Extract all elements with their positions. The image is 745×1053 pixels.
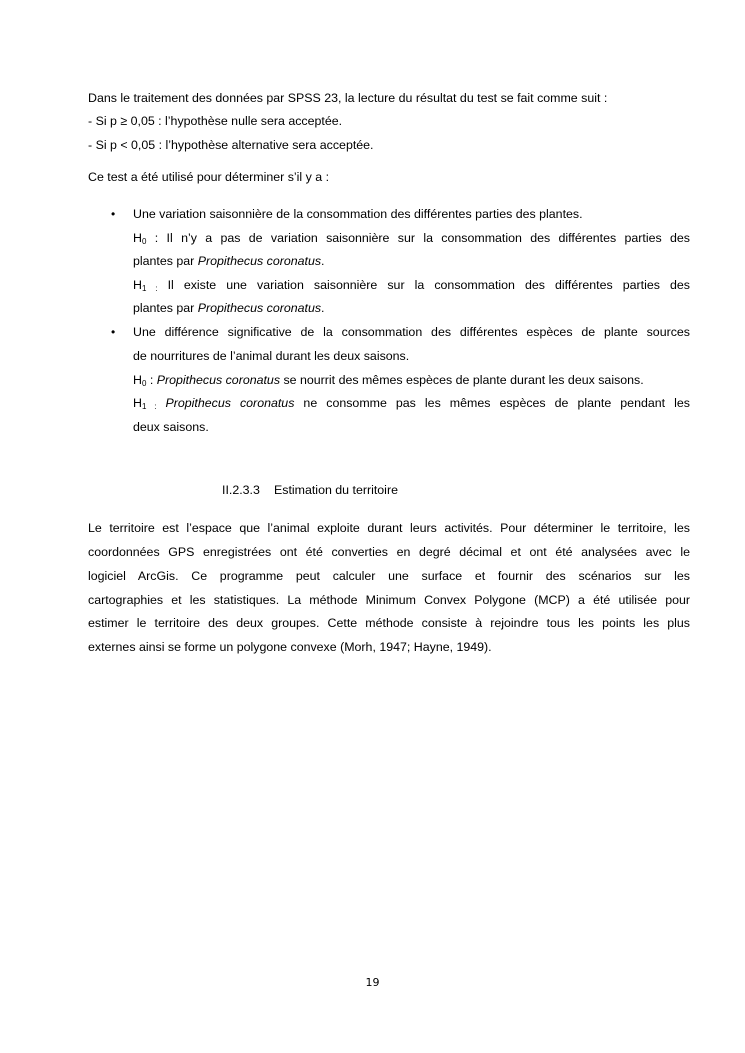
- h1-separator: [157, 278, 167, 292]
- section-title: Estimation du territoire: [274, 483, 398, 497]
- h0-subscript: 0: [141, 237, 147, 246]
- bullet-1-h0-line-2: [133, 253, 325, 269]
- section-number: II.2.3.3: [222, 483, 260, 497]
- h0-separator: :: [146, 373, 157, 387]
- species-name: Propithecus coronatus: [197, 254, 322, 268]
- h1-end: .: [321, 301, 325, 315]
- species-name: Propithecus coronatus: [165, 396, 295, 410]
- paragraph-line-2: coordonnées GPS enregistrées ont été converties en degré décimal et ont été analysées avec le: [88, 545, 690, 559]
- paragraph-line-1: Le territoire est l’espace que l’animal exploite durant leurs activités. Pour déterminer le territoire, les: [88, 521, 690, 535]
- bullet-2-title-line-2: de nourritures de l’animal durant les deux saisons.: [133, 349, 410, 363]
- h1-subscript: 1 :: [141, 284, 158, 293]
- paragraph-line-6: externes ainsi se forme un polygone convexe (Morh, 1947; Hayne, 1949).: [88, 640, 492, 654]
- intro-purpose: Ce test a été utilisé pour déterminer s’il y a :: [88, 170, 330, 184]
- h0-subscript: 0: [141, 379, 147, 388]
- paragraph-line-4: cartographies et les statistiques. La méthode Minimum Convex Polygone (MCP) a été utilisée pour: [88, 593, 690, 607]
- paragraph-line-3: logiciel ArcGis. Ce programme peut calculer une surface et fournir des scénarios sur les: [88, 569, 690, 583]
- h0-label: H: [133, 373, 142, 387]
- bullet-1-title: Une variation saisonnière de la consommation des différentes parties des plantes.: [133, 207, 583, 221]
- h0-text: Il n’y a pas de variation saisonnière sur la consommation des différentes parties des: [166, 231, 691, 245]
- h0-label: H: [133, 231, 142, 245]
- species-name: Propithecus coronatus: [197, 301, 322, 315]
- h1-separator: [156, 396, 165, 410]
- h1-subscript: 1 :: [141, 402, 157, 411]
- bullet-marker-2: •: [111, 325, 116, 339]
- h1-text-cont: plantes par: [133, 301, 198, 315]
- h0-separator: :: [146, 231, 167, 245]
- intro-line-1: Dans le traitement des données par SPSS 23, la lecture du résultat du test se fait comme suit :: [88, 91, 608, 105]
- bullet-2-h1-line-1: [133, 395, 690, 411]
- bullet-marker-1: •: [111, 207, 116, 221]
- bullet-1-h1-line-1: [133, 277, 690, 293]
- bullet-2-h0-line: [133, 372, 644, 388]
- section-heading: [222, 482, 398, 498]
- h1-label: H: [133, 278, 142, 292]
- h0-text-cont: plantes par: [133, 254, 198, 268]
- bullet-2-h1-line-2: deux saisons.: [133, 420, 209, 434]
- paragraph-line-5: estimer le territoire des deux groupes. Cette méthode consiste à rejoindre tous les points les plus: [88, 616, 690, 630]
- bullet-1-h0-line-1: [133, 230, 690, 246]
- h0-text: se nourrit des mêmes espèces de plante durant les deux saisons.: [280, 373, 644, 387]
- h0-end: .: [321, 254, 325, 268]
- page-number: 19: [365, 976, 380, 989]
- intro-line-3: - Si p < 0,05 : l’hypothèse alternative sera acceptée.: [88, 138, 374, 152]
- h1-text: ne consomme pas les mêmes espèces de plante pendant les: [294, 396, 690, 410]
- bullet-2-title-line-1: Une différence significative de la consommation des différentes espèces de plante sources: [133, 325, 690, 339]
- bullet-1-h1-line-2: [133, 300, 325, 316]
- species-name: Propithecus coronatus: [156, 373, 281, 387]
- h1-label: H: [133, 396, 142, 410]
- intro-line-2: - Si p ≥ 0,05 : l’hypothèse nulle sera acceptée.: [88, 114, 343, 128]
- h1-text: Il existe une variation saisonnière sur la consommation des différentes parties des: [167, 278, 690, 292]
